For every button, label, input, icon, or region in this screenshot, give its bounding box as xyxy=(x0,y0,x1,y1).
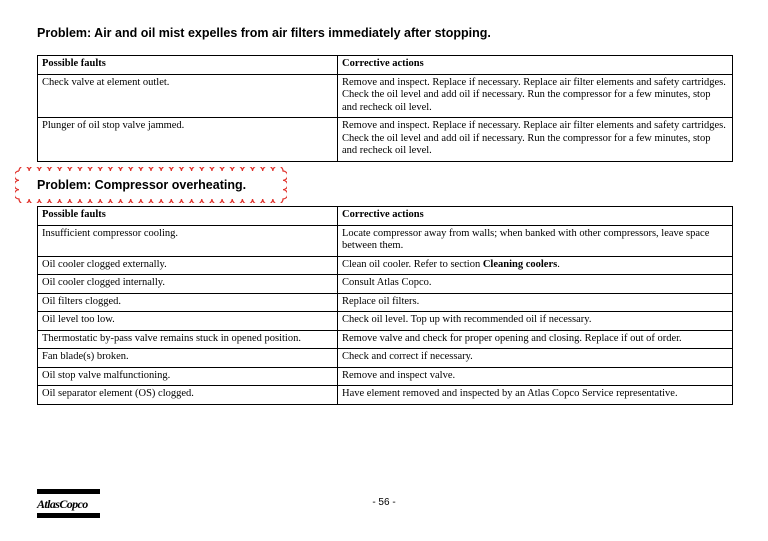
action-cell: Consult Atlas Copco. xyxy=(338,275,733,294)
header-possible-faults: Possible faults xyxy=(38,207,338,226)
fault-cell: Oil separator element (OS) clogged. xyxy=(38,386,338,405)
problem-1-table xyxy=(37,55,733,162)
action-text: Clean oil cooler. Refer to section xyxy=(342,258,483,270)
fault-cell: Thermostatic by-pass valve remains stuck in opened position. xyxy=(38,330,338,349)
action-cell: Remove and inspect. Replace if necessary. Replace air filter elements and safety cartridges. Check the oil level and add oil if necessary. Run the compressor for a few minutes, stop and recheck oil level. xyxy=(338,74,733,118)
fault-cell: Insufficient compressor cooling. xyxy=(38,225,338,256)
problem-2-title: Problem: Compressor overheating. xyxy=(37,178,247,192)
cleaning-coolers-reference: Cleaning coolers xyxy=(482,258,558,270)
table-header-row xyxy=(38,207,733,226)
fault-cell: Fan blade(s) broken. xyxy=(38,349,338,368)
table-header-row xyxy=(38,56,733,75)
header-possible-faults: Possible faults xyxy=(38,56,338,75)
fault-cell: Oil cooler clogged internally. xyxy=(38,275,338,294)
table-row xyxy=(38,386,733,405)
fault-cell: Plunger of oil stop valve jammed. xyxy=(38,118,338,162)
action-cell: Check and correct if necessary. xyxy=(338,349,733,368)
table-row xyxy=(38,256,733,275)
action-cell: Have element removed and inspected by an Atlas Copco Service representative. xyxy=(338,386,733,405)
header-corrective-actions: Corrective actions xyxy=(338,207,733,226)
table-row xyxy=(38,275,733,294)
fault-cell: Oil cooler clogged externally. xyxy=(38,256,338,275)
table-row xyxy=(38,367,733,386)
table-row xyxy=(38,74,733,118)
logo-wordmark: AtlasCopco xyxy=(37,497,88,511)
table-row xyxy=(38,349,733,368)
action-cell: Check oil level. Top up with recommended oil if necessary. xyxy=(338,312,733,331)
table-row xyxy=(38,312,733,331)
table-row xyxy=(38,225,733,256)
table-row xyxy=(38,293,733,312)
action-text-end: . xyxy=(557,258,560,270)
action-cell: Replace oil filters. xyxy=(338,293,733,312)
fault-cell: Oil level too low. xyxy=(38,312,338,331)
page-number: - 56 - xyxy=(372,497,396,508)
fault-cell: Oil stop valve malfunctioning. xyxy=(38,367,338,386)
logo-top-bar xyxy=(37,489,100,494)
logo-bottom-bar xyxy=(37,513,100,518)
problem-2-table xyxy=(37,206,733,405)
problem-1-title: Problem: Air and oil mist expelles from air filters immediately after stopping. xyxy=(37,26,491,40)
action-cell: Remove and inspect valve. xyxy=(338,367,733,386)
action-cell: Remove and inspect. Replace if necessary. Replace air filter elements and safety cartridges. Check the oil level and add oil if necessary. Run the compressor for a few minutes, stop and recheck oil level. xyxy=(338,118,733,162)
header-corrective-actions: Corrective actions xyxy=(338,56,733,75)
fault-cell: Check valve at element outlet. xyxy=(38,74,338,118)
table-row xyxy=(38,118,733,162)
action-cell: Remove valve and check for proper opening and closing. Replace if out of order. xyxy=(338,330,733,349)
fault-cell: Oil filters clogged. xyxy=(38,293,338,312)
action-cell: Locate compressor away from walls; when banked with other compressors, leave space between them. xyxy=(338,225,733,256)
action-cell xyxy=(338,256,733,275)
table-row xyxy=(38,330,733,349)
